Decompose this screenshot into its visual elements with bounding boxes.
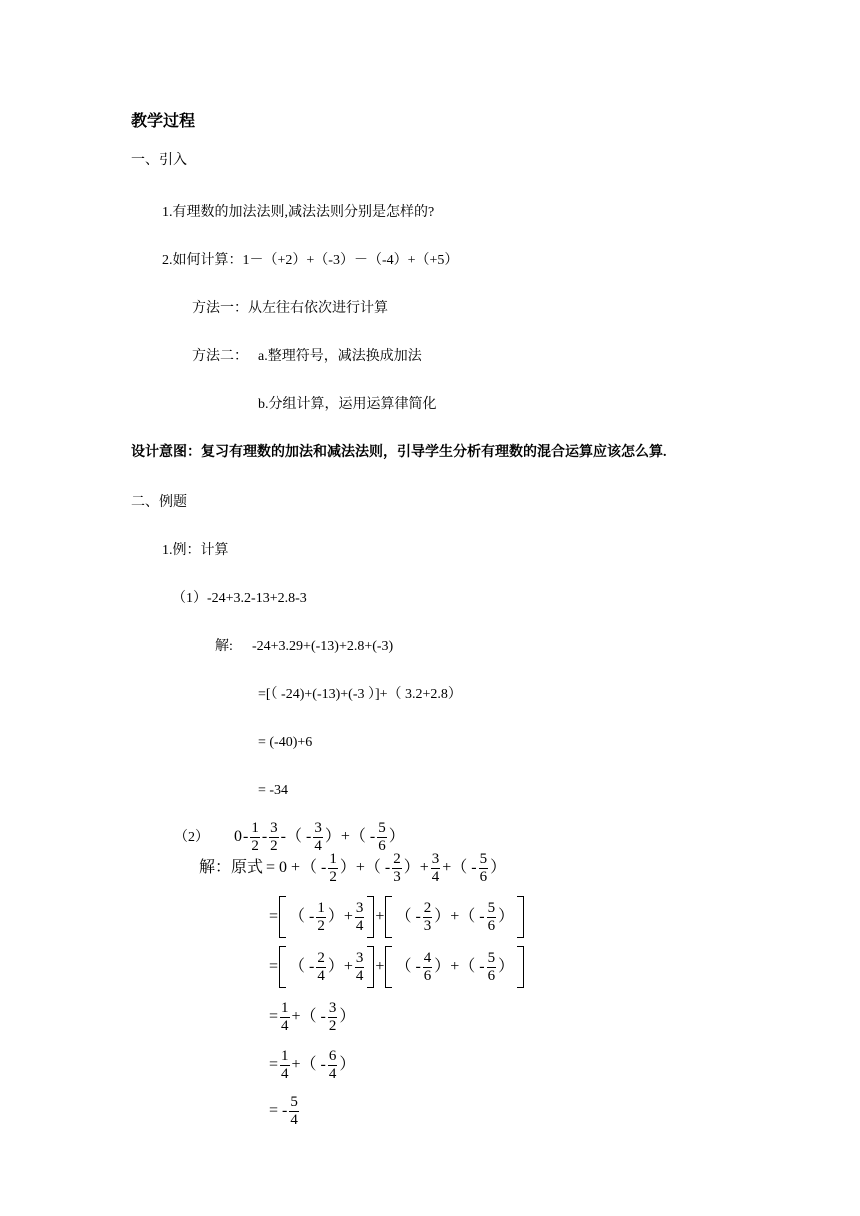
fraction: $\frac{1}{4}$ bbox=[281, 1047, 289, 1082]
example-2-row-4: = $\frac{1}{4}$ +（ - $\frac{3}{2}$ ） bbox=[269, 999, 356, 1034]
fraction: $\frac{2}{3}$ bbox=[393, 850, 401, 885]
example-2-solution-label: 解：原式 bbox=[199, 859, 264, 876]
example-1-step-1: -24+3.29+(-13)+2.8+(-3) bbox=[252, 639, 394, 654]
question-2: 2.如何计算：1－（+2）+（-3）－（-4）+（+5） bbox=[162, 253, 459, 268]
method-one: 方法一：从左往右依次进行计算 bbox=[192, 301, 388, 316]
fraction: $\frac{3}{4}$ bbox=[355, 949, 364, 984]
lead-zero: 0 bbox=[234, 828, 242, 845]
example-2-row-3: = （ - $\frac{2}{4}$ ）+ $\frac{3}{4}$ + （ - $\frac{4}{6}$ ）+（ - $\frac{5}{6}$ ） bbox=[268, 946, 524, 988]
design-intent: 设计意图：复习有理数的加法和减法法则，引导学生分析有理数的混合运算应该怎么算. bbox=[131, 445, 667, 460]
fraction: $\frac{3}{2}$ bbox=[328, 999, 337, 1034]
fraction: $\frac{2}{4}$ bbox=[317, 949, 325, 984]
section-heading-intro: 一、引入 bbox=[131, 153, 187, 168]
page-title: 教学过程 bbox=[131, 113, 196, 130]
fraction: $\frac{1}{2}$ bbox=[251, 819, 259, 854]
example-1-problem: （1）-24+3.2-13+2.8-3 bbox=[172, 591, 307, 606]
example-2-row-5: = $\frac{1}{4}$ +（ - $\frac{6}{4}$ ） bbox=[269, 1047, 356, 1082]
fraction: $\frac{5}{6}$ bbox=[487, 899, 496, 934]
fraction: $\frac{5}{6}$ bbox=[479, 850, 488, 885]
example-1-solution-label: 解: bbox=[215, 639, 233, 654]
fraction: $\frac{4}{6}$ bbox=[423, 949, 432, 984]
fraction: $\frac{1}{2}$ bbox=[317, 899, 325, 934]
method-two-label: 方法二： bbox=[192, 349, 248, 364]
fraction: $\frac{6}{4}$ bbox=[328, 1047, 337, 1082]
example-label: 1.例：计算 bbox=[162, 543, 229, 558]
method-two-b: b.分组计算，运用运算律简化 bbox=[258, 397, 437, 412]
fraction: $\frac{5}{6}$ bbox=[378, 819, 386, 854]
fraction: $\frac{3}{4}$ bbox=[355, 899, 364, 934]
fraction: $\frac{1}{2}$ bbox=[329, 850, 337, 885]
fraction: $\frac{5}{6}$ bbox=[487, 949, 496, 984]
example-1-step-3: = (-40)+6 bbox=[258, 735, 313, 750]
example-2-row-6: = - $\frac{5}{4}$ bbox=[269, 1093, 298, 1128]
example-2-label: （2） bbox=[174, 830, 209, 845]
example-1-step-2: =[（ -24)+(-13)+(-3 ）]+（ 3.2+2.8） bbox=[258, 687, 462, 702]
question-1: 1.有理数的加法法则,减法法则分别是怎样的? bbox=[162, 205, 435, 220]
fraction: $\frac{2}{3}$ bbox=[423, 899, 432, 934]
example-2-row-1: = 0 + （ - $\frac{1}{2}$ ）+（ - $\frac{2}{3}$ ）+ $\frac{3}{4}$ +（ - $\frac{5}{6}$ ） bbox=[266, 850, 507, 885]
section-heading-examples: 二、例题 bbox=[131, 495, 187, 510]
example-1-step-4: = -34 bbox=[258, 783, 289, 798]
fraction: $\frac{3}{4}$ bbox=[314, 819, 322, 854]
fraction: $\frac{5}{4}$ bbox=[290, 1093, 298, 1128]
example-2-row-2: = （ - $\frac{1}{2}$ ）+ $\frac{3}{4}$ + （ - $\frac{2}{3}$ ）+（ - $\frac{5}{6}$ ） bbox=[268, 896, 524, 938]
fraction: $\frac{1}{4}$ bbox=[281, 999, 289, 1034]
fraction: $\frac{3}{4}$ bbox=[431, 850, 440, 885]
example-2-problem: 0 - $\frac{1}{2}$ - $\frac{3}{2}$ -（ - $\frac{3}{4}$ ）+（ - $\frac{5}{6}$ ） bbox=[234, 819, 405, 854]
method-two-a: a.整理符号，减法换成加法 bbox=[258, 349, 422, 364]
fraction: $\frac{3}{2}$ bbox=[270, 819, 278, 854]
